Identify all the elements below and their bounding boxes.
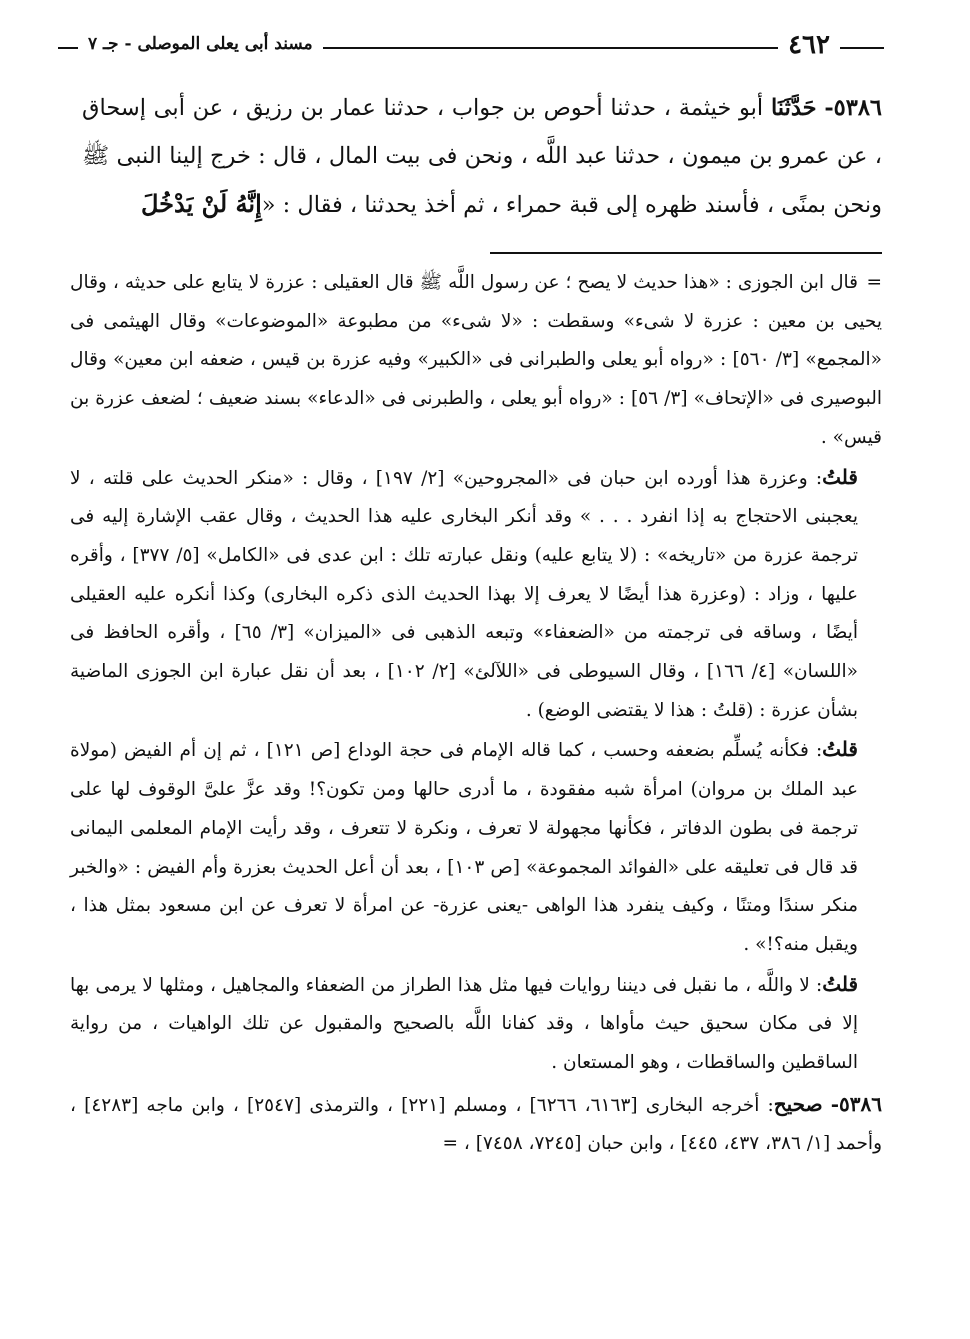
- footnote-paragraph: [70, 965, 882, 1083]
- footnotes: [70, 264, 882, 1164]
- footnote-paragraph: [70, 730, 882, 964]
- footnote-text: : لا واللَّه ، ما نقبل فى ديننا روايات فيها مثل هذا الطراز من الضعفاء والمجاهيل ، ومثلها لا يرمى بها إلا فى مكان سحيق حيث مأواها ، وقد كفانا اللَّه بالصحيح والمقبول عن تلك الواهيات ، من رواية الساقطين والساقطات ، وهو المستعان .: [70, 974, 858, 1074]
- footnote-divider: [490, 252, 882, 254]
- footnote-paragraph: [70, 1085, 882, 1164]
- hadith-opening: حَدَّثَنَا: [770, 95, 817, 121]
- hadith-bold-end: إِنَّهُ لَنْ يَدْخُلَ: [140, 189, 262, 218]
- continuation-mark: =: [866, 272, 882, 293]
- footnote-paragraph: [70, 458, 882, 731]
- sahih-number: ٥٣٨٦-: [830, 1091, 882, 1116]
- page-header: [58, 24, 884, 68]
- qultu-label: قلتُ: [822, 464, 858, 489]
- hadith-body: أبو خيثمة ، حدثنا أحوص بن جواب ، حدثنا عمار بن رزيق ، عن أبى إسحاق ، عن عمرو بن ميمون ، حدثنا عبد اللَّه ، ونحن فى بيت المال ، قال : خرج إلينا النبى ﷺ ونحن بمنًى ، فأسند ظهره إلى قبة حمراء ، ثم أخذ يحدثنا ، فقال : «: [82, 95, 882, 218]
- page-number: ٤٦٢: [778, 30, 840, 60]
- qultu-label: قلتُ: [822, 737, 858, 762]
- footnote-text: : فكأنه يُسلِّم بضعفه وحسب ، كما قاله الإمام فى حجة الوداع [ص ١٢١] ، ثم إن أم الفيض (مولاة عبد الملك بن مروان) امرأة شبه مفقودة ، ما أدرى حالها ومن تكون؟! وقد عزَّ علىَّ الوقوف لها على ترجمة فى بطون الدفاتر ، فكأنها مجهولة لا تعرف ، ونكرة لا تتعرف ، وقد رأيت الإمام المعلمى اليمانى قد قال فى تعليقه على «الفوائد المجموعة» [ص ١٠٣] ، بعد أن أعل الحديث بعزرة وأم الفيض : «والخبر منكر سندًا ومتنًا ، وكيف ينفرد هذا الواهى -يعنى عزرة- عن امرأة لا تعرف عن ابن مسعود بمثل هذا ، ويقبل منه؟!» .: [70, 740, 859, 955]
- sahih-label: صحيح: [773, 1091, 823, 1116]
- footnote-text: : أخرجه البخارى [٦١٦٣، ٦٢٦٦] ، ومسلم [٢٢١] ، والترمذى [٢٥٤٧] ، وابن ماجه [٤٢٨٣] ، وأحمد [١/ ٣٨٦، ٤٣٧، ٤٤٥] ، وابن حبان [٧٢٤٥، ٧٤٥٨] ، =: [70, 1094, 882, 1155]
- footnote-paragraph: [70, 264, 882, 458]
- footnote-text: : وعزرة هذا أورده ابن حبان فى «المجروحين» [٢/ ١٩٧] ، وقال : «منكر الحديث على قلته ، لا يعجبنى الاحتجاج به إذا انفرد . . . » وقد أنكر البخارى عليه هذا الحديث ، وقال عقب الإشارة إليه فى ترجمة عزرة من «تاريخه» : (لا يتابع عليه) ونقل عبارته تلك : ابن عدى فى «الكامل» [٥/ ٣٧٧] ، وأقره عليها ، وزاد : (وعزرة هذا أيضًا لا يعرف إلا بهذا الحديث الذى ذكره البخارى) وكذا أنكره عليه العقيلى أيضًا ، وساقه فى ترجمته من «الضعفاء» وتبعه الذهبى فى «الميزان» [٣/ ٦٥] ، وأقره الحافظ فى «اللسان» [٤/ ١٦٦] ، وقال السيوطى فى «اللآلئ» [٢/ ١٠٢] ، بعد أن نقل عبارة ابن الجوزى الماضية بشأن عزرة : (قلتُ : هذا لا يقتضى الوضع) .: [70, 467, 858, 721]
- hadith-number: ٥٣٨٦-: [824, 95, 883, 121]
- header-rule-right: [834, 47, 884, 49]
- hadith-text: [82, 84, 882, 229]
- book-title: مسند أبى يعلى الموصلى - جـ ٧: [78, 34, 323, 54]
- qultu-label: قلتُ: [822, 971, 859, 996]
- footnote-text: قال ابن الجوزى : «هذا حديث لا يصح ؛ عن رسول اللَّه ﷺ قال العقيلى : عزرة لا يتابع على حديثه ، وقال يحيى بن معين : عزرة لا شىء» وسقطت : «لا شىء» من مطبوعة «الموضوعات» وقال الهيثمى فى «المجمع» [٣/ ٥٦٠] : «رواه أبو يعلى والطبرانى فى «الكبير» وفيه عزرة بن قيس ، ضعفه ابن معين» وقال البوصيرى فى «الإتحاف» [٣/ ٥٦] : «رواه أبو يعلى ، والطبرنى فى «الدعاء» بسند ضعيف ؛ لضعف عزرة بن قيس» .: [70, 272, 882, 448]
